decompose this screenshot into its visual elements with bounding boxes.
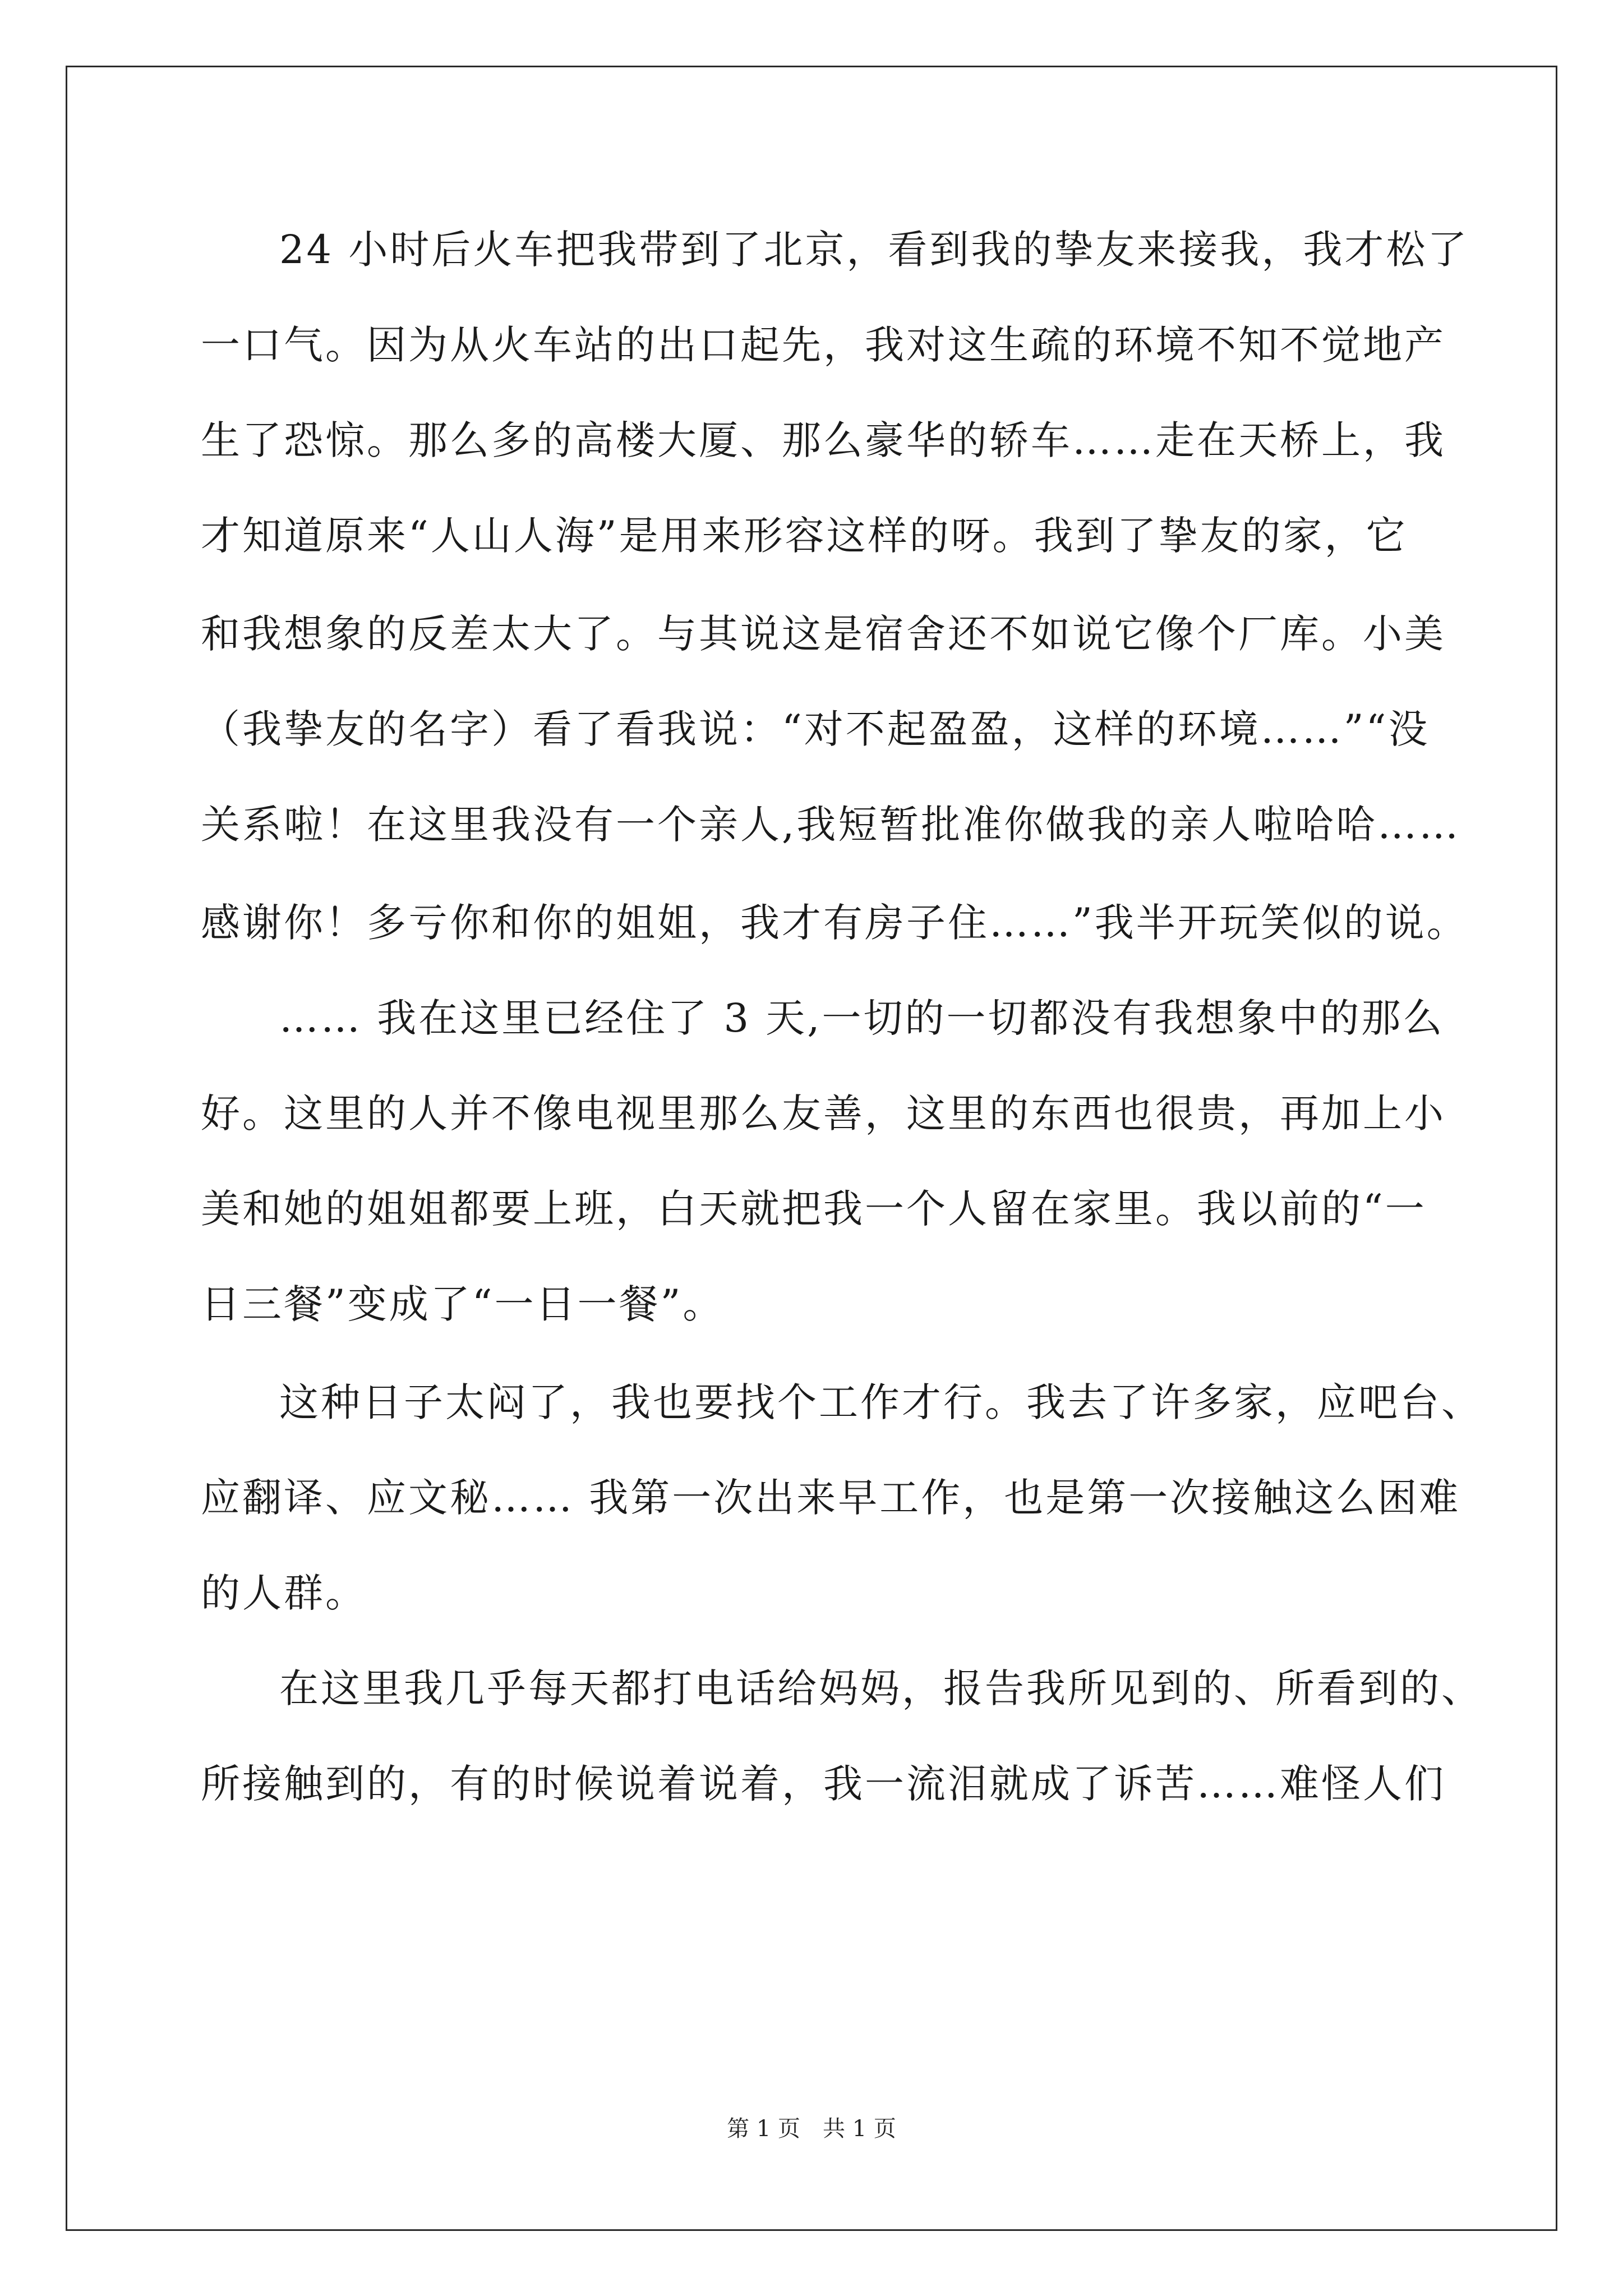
page-border bbox=[66, 66, 1557, 2231]
text-line: 应翻译、应文秘…… 我第一次出来早工作，也是第一次接触这么困难 bbox=[201, 1475, 1461, 1521]
text-line: 美和她的姐姐都要上班，白天就把我一个人留在家里。我以前的“一 bbox=[201, 1186, 1427, 1232]
text-line: 在这里我几乎每天都打电话给妈妈，报告我所见到的、所看到的、 bbox=[279, 1665, 1483, 1711]
text-line: 日三餐”变成了“一日一餐”。 bbox=[201, 1281, 725, 1327]
text-line: 这种日子太闷了，我也要找个工作才行。我去了许多家，应吧台、 bbox=[279, 1379, 1483, 1425]
text-line: 关系啦！在这里我没有一个亲人,我短暂批准你做我的亲人啦哈哈…… bbox=[201, 802, 1461, 848]
text-line: 感谢你！多亏你和你的姐姐，我才有房子住……”我半开玩笑似的说。 bbox=[201, 900, 1468, 946]
text-line: 好。这里的人并不像电视里那么友善，这里的东西也很贵，再加上小 bbox=[201, 1091, 1446, 1137]
text-line: （我挚友的名字）看了看我说：“对不起盈盈，这样的环境……”“没 bbox=[201, 706, 1430, 752]
text-line: 才知道原来“人山人海”是用来形容这样的呀。我到了挚友的家，它 bbox=[201, 513, 1408, 559]
text-line: 24 小时后火车把我带到了北京，看到我的挚友来接我，我才松了 bbox=[279, 227, 1469, 273]
text-line: 和我想象的反差太大了。与其说这是宿舍还不如说它像个厂库。小美 bbox=[201, 611, 1446, 657]
text-line: 生了恐惊。那么多的高楼大厦、那么豪华的轿车……走在天桥上，我 bbox=[201, 417, 1446, 463]
text-line: 所接触到的，有的时候说着说着，我一流泪就成了诉苦……难怪人们 bbox=[201, 1761, 1446, 1807]
text-line: …… 我在这里已经住了 3 天,一切的一切都没有我想象中的那么 bbox=[279, 995, 1445, 1041]
text-line: 的人群。 bbox=[201, 1570, 367, 1616]
page-number-footer: 第 1 页 共 1 页 bbox=[727, 2116, 896, 2142]
text-line: 一口气。因为从火车站的出口起先，我对这生疏的环境不知不觉地产 bbox=[201, 322, 1446, 368]
